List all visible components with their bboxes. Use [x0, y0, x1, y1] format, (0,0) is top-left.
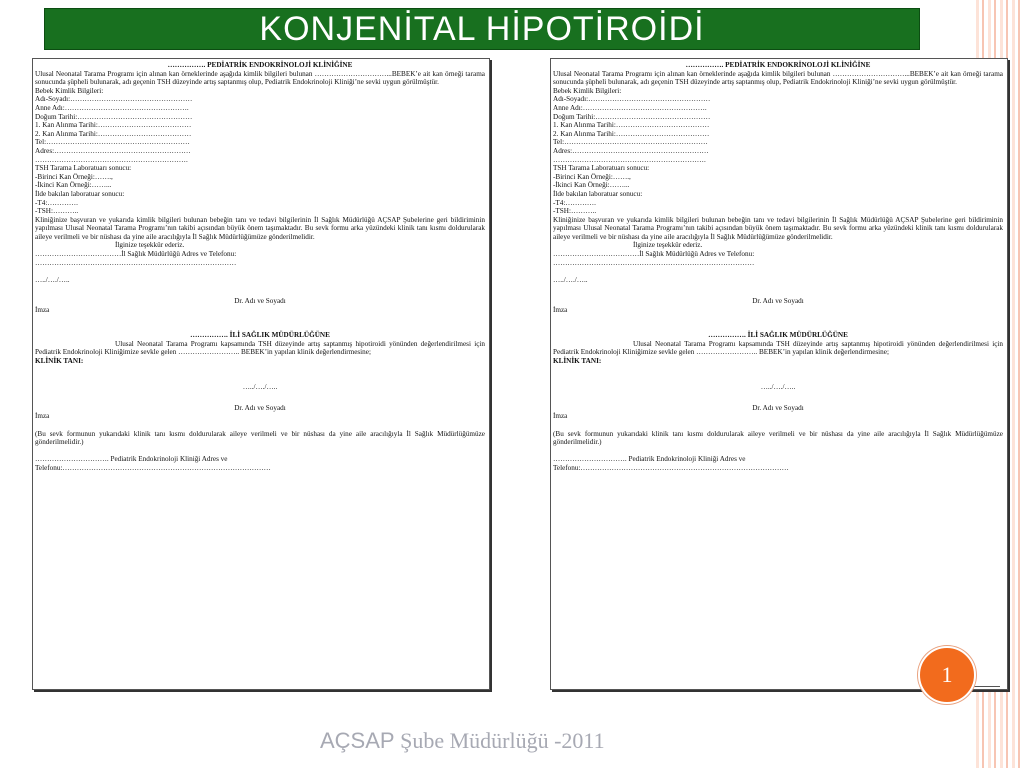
mother-field: Anne Adı:…………………………………………….: [553, 103, 707, 112]
date-field-2: …../…./…..: [242, 382, 278, 391]
second-sample-date-field: 2. Kan Alınma Tarihi:…………………………………: [35, 129, 192, 138]
signature-label-2: İmza: [35, 412, 50, 421]
first-sample-date-field: 1. Kan Alınma Tarihi:…………………………………: [553, 121, 710, 130]
address-field: Adres:…………………………………………………: [553, 146, 709, 155]
request-paragraph: Kliniğinize başvuran ve yukarıda kimlik bilgileri bulunan bebeğin tanı ve tedavi bilgilerinin İl Sağlık Müdürlüğü AÇSAP Şubelerine geri bildiriminin yapılması Ulusal Neonatal Tarama Programı’nın takibi açısından büyük önem taşımaktadır. Bu sevk formu arka yüzündeki klinik tanı kısmı doldurularak aileye verilmeli ve bir nüshası da yine aile aracılığıyla İl Sağlık Müdürlüğümüze gönderilmelidir.: [553, 215, 1003, 241]
form-intro: Ulusal Neonatal Tarama Programı için alınan kan örneklerinde aşağıda kimlik bilgileri bulunan …………………………...BEBEK’e ait kan örneği tarama sonucunda şüpheli bulunarak, adı geçenin TSH düzeyinde artış saptanmış olup, Pediatrik Endokrinoloji Kliniği’ne sevki uygun görülmüştür.: [35, 69, 485, 87]
birth-date-field: Doğum Tarihi:…………………………………………: [35, 112, 193, 121]
request-paragraph: Kliniğinize başvuran ve yukarıda kimlik bilgileri bulunan bebeğin tanı ve tedavi bilgilerinin İl Sağlık Müdürlüğü AÇSAP Şubelerine geri bildiriminin yapılması Ulusal Neonatal Tarama Programı’nın takibi açısından büyük önem taşımaktadır. Bu sevk formu arka yüzündeki klinik tanı kısmı doldurularak aileye verilmeli ve bir nüshası da yine aile aracılığıyla İl Sağlık Müdürlüğümüze gönderilmelidir.: [35, 215, 485, 241]
local-lab-title: İlde bakılan laboratuar sonucu:: [35, 189, 125, 198]
second-sample-date-field: 2. Kan Alınma Tarihi:…………………………………: [553, 129, 710, 138]
name-field: Adı-Soyadı:……………………………………………: [35, 95, 193, 104]
address-line-2: ……………………………………………………….: [553, 155, 706, 164]
dotted-line: …………………………………………………………………………: [553, 258, 755, 267]
health-directorate-address: ………………………………İl Sağlık Müdürlüğü Adres ve Telefonu:: [553, 250, 755, 259]
birth-date-field: Doğum Tarihi:…………………………………………: [553, 112, 711, 121]
second-result-field: -İkinci Kan Örneği:……...: [553, 181, 630, 190]
lab-result-title: TSH Tarama Laboratuarı sonucu:: [35, 164, 132, 173]
page-number-badge: [918, 646, 976, 704]
referral-form-left: [32, 58, 490, 690]
t4-field: -T4:………….: [35, 198, 78, 207]
tsh-field: -TSH:………..: [553, 207, 597, 216]
reply-paragraph: Ulusal Neonatal Tarama Programı kapsamında TSH düzeyinde artış saptanmış hipotiroidi yönünden değerlendirilmesi için Pediatrik Endokrinoloji Kliniğimize sevkle gelen …………………….. BEBEK’in yapılan klinik değerlendirmesine;: [35, 339, 485, 357]
name-field: Adı-Soyadı:……………………………………………: [553, 95, 711, 104]
local-lab-title: İlde bakılan laboratuar sonucu:: [553, 189, 643, 198]
first-result-field: -Birinci Kan Örneği:…….,: [553, 172, 631, 181]
title-bar: [44, 8, 920, 50]
form-content: [35, 61, 485, 473]
second-result-field: -İkinci Kan Örneği:……...: [35, 181, 112, 190]
doctor-name-label: Dr. Adı ve Soyadı: [752, 297, 804, 306]
signature-label-2: İmza: [553, 412, 568, 421]
form-heading-clinic: ……………. PEDİATRİK ENDOKRİNOLOJİ KLİNİĞİNE: [167, 61, 353, 69]
tel-field: Tel:……………………………………………………: [35, 138, 190, 147]
health-directorate-address: ………………………………İl Sağlık Müdürlüğü Adres ve Telefonu:: [35, 250, 237, 259]
tel-field: Tel:……………………………………………………: [553, 138, 708, 147]
thanks-text: İlginize teşekkür ederiz.: [633, 241, 703, 250]
mother-field: Anne Adı:…………………………………………….: [35, 103, 189, 112]
date-field-2: …../…./…..: [760, 382, 796, 391]
doctor-name-label: Dr. Adı ve Soyadı: [234, 297, 286, 306]
first-result-field: -Birinci Kan Örneği:…….,: [35, 172, 113, 181]
date-field: …../…./…..: [35, 275, 70, 284]
date-field: …../…./…..: [553, 275, 588, 284]
doctor-name-label-2: Dr. Adı ve Soyadı: [234, 403, 286, 412]
footer-rest: Şube Müdürlüğü -2011: [394, 728, 605, 753]
baby-info-title: Bebek Kimlik Bilgileri:: [553, 86, 622, 95]
form-heading-directorate: ……………. İLİ SAĞLIK MÜDÜRLÜĞÜNE: [708, 331, 848, 340]
footer-text: [320, 726, 740, 756]
footer-acsap: AÇSAP: [320, 728, 395, 753]
baby-info-title: Bebek Kimlik Bilgileri:: [35, 86, 104, 95]
clinic-address: …………………………. Pediatrik Endokrinoloji Kliniği Adres ve: [35, 455, 228, 464]
clinic-tel: Telefonu:……………………………………………………………………………: [553, 463, 789, 472]
address-line-2: ……………………………………………………….: [35, 155, 188, 164]
dotted-line: …………………………………………………………………………: [35, 258, 237, 267]
clinic-address: …………………………. Pediatrik Endokrinoloji Kliniği Adres ve: [553, 455, 746, 464]
form-heading-directorate: ……………. İLİ SAĞLIK MÜDÜRLÜĞÜNE: [190, 331, 330, 340]
diagnosis-label: KLİNİK TANI:: [35, 357, 84, 365]
reply-paragraph: Ulusal Neonatal Tarama Programı kapsamında TSH düzeyinde artış saptanmış hipotiroidi yönünden değerlendirilmesi için Pediatrik Endokrinoloji Kliniğimize sevkle gelen …………………….. BEBEK’in yapılan klinik değerlendirmesine;: [553, 339, 1003, 357]
referral-form-right: [550, 58, 1008, 690]
note-paragraph: (Bu sevk formunun yukarıdaki klinik tanı kısmı doldurularak aileye verilmeli ve bir nüshası da yine aile aracılığıyla İl Sağlık Müdürlüğümüze gönderilmelidir.): [553, 429, 1003, 447]
t4-field: -T4:………….: [553, 198, 596, 207]
thanks-text: İlginize teşekkür ederiz.: [115, 241, 185, 250]
lab-result-title: TSH Tarama Laboratuarı sonucu:: [553, 164, 650, 173]
form-heading-clinic: ……………. PEDİATRİK ENDOKRİNOLOJİ KLİNİĞİNE: [685, 61, 871, 69]
note-paragraph: (Bu sevk formunun yukarıdaki klinik tanı kısmı doldurularak aileye verilmeli ve bir nüshası da yine aile aracılığıyla İl Sağlık Müdürlüğümüze gönderilmelidir.): [35, 429, 485, 447]
clinic-tel: Telefonu:……………………………………………………………………………: [35, 463, 271, 472]
signature-label: İmza: [35, 305, 50, 314]
address-field: Adres:…………………………………………………: [35, 146, 191, 155]
diagnosis-label: KLİNİK TANI:: [553, 357, 602, 365]
tsh-field: -TSH:………..: [35, 207, 79, 216]
slide-title: KONJENİTAL HİPOTİROİDİ: [259, 10, 705, 48]
form-content: [553, 61, 1003, 473]
doctor-name-label-2: Dr. Adı ve Soyadı: [752, 403, 804, 412]
first-sample-date-field: 1. Kan Alınma Tarihi:…………………………………: [35, 121, 192, 130]
form-intro: Ulusal Neonatal Tarama Programı için alınan kan örneklerinde aşağıda kimlik bilgileri bulunan …………………………...BEBEK’e ait kan örneği tarama sonucunda şüpheli bulunarak, adı geçenin TSH düzeyinde artış saptanmış olup, Pediatrik Endokrinoloji Kliniği’ne sevki uygun görülmüştür.: [553, 69, 1003, 87]
page-number: 1: [941, 662, 953, 687]
signature-label: İmza: [553, 305, 568, 314]
